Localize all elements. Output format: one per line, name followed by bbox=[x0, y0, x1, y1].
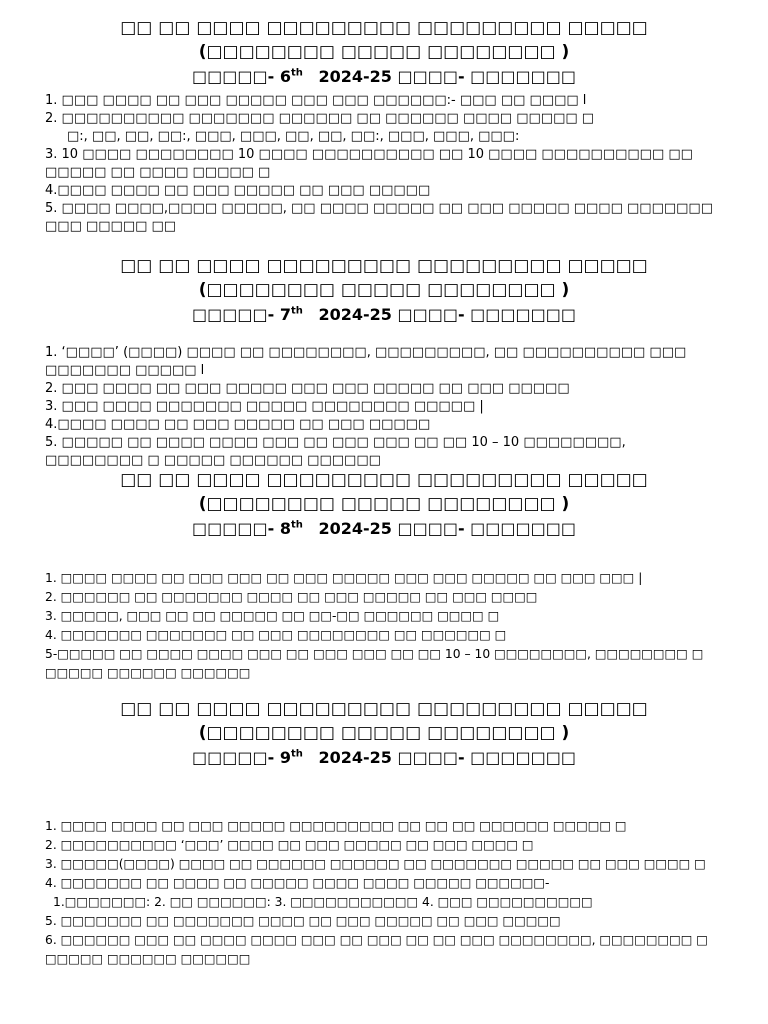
class-label: □□□□□- 8 bbox=[192, 519, 291, 538]
list-item-continuation: □:, □□, □□, □□:, □□□, □□□, □□, □□, □□:, □□□, □□□, □□□: bbox=[67, 129, 520, 144]
list-item: 1. □□□□ □□□□ □□ □□□ □□□ □□ □□□ □□□□□ □□□ □□□ □□□□□ □□ □□□ □□□ | bbox=[45, 571, 643, 585]
session-year: 2024-25 bbox=[318, 305, 392, 324]
list-item: 5. □□□□□□□ □□ □□□□□□□ □□□□ □□ □□□ □□□□□ □□ □□□ □□□□□ bbox=[45, 914, 561, 928]
list-item: 3. □□□ □□□□ □□□□□□□ □□□□□ □□□□□□□□ □□□□□ | bbox=[45, 399, 484, 414]
class-label: □□□□□- 9 bbox=[192, 748, 291, 767]
class-ordinal-suffix: th bbox=[290, 748, 303, 760]
section-class-9 bbox=[0, 697, 768, 969]
heading-title: □□ □□ □□□□ □□□□□□□□□ □□□□□□□□□ □□□□□ bbox=[120, 18, 648, 38]
list-item: 4.□□□□ □□□□ □□ □□□ □□□□□ □□ □□□ □□□□□ bbox=[45, 417, 431, 432]
list-item: 5. □□□□□ □□ □□□□ □□□□ □□□ □□ □□□ □□□ □□ □□ 10 – 10 □□□□□□□□, □□□□□□□□ □ □□□□□ □□□□□□ □□□□□□ bbox=[45, 435, 626, 468]
list-item: 5. □□□□ □□□□,□□□□ □□□□□, □□ □□□□ □□□□□ □□ □□□ □□□□□ □□□□ □□□□□□□ □□□ □□□□□ □□ bbox=[45, 201, 713, 234]
heading-class-line bbox=[0, 745, 768, 771]
class-label: □□□□□- 7 bbox=[192, 305, 291, 324]
session-year: 2024-25 bbox=[318, 748, 392, 767]
section-heading bbox=[0, 697, 768, 771]
list-item: 1. □□□□ □□□□ □□ □□□ □□□□□ □□□□□□□□□ □□ □□ □□ □□□□□□ □□□□□ □ bbox=[45, 819, 627, 833]
list-item-continuation: 1.□□□□□□□: 2. □□ □□□□□□: 3. □□□□□□□□□□□ 4. □□□ □□□□□□□□□□ bbox=[53, 895, 593, 909]
list-item: 5-□□□□□ □□ □□□□ □□□□ □□□ □□ □□□ □□□ □□ □□ 10 – 10 □□□□□□□□, □□□□□□□□ □ □□□□□ □□□□□□ □□□□□□ bbox=[45, 647, 704, 680]
list-item: 2. □□□□□□ □□ □□□□□□□ □□□□ □□ □□□ □□□□□ □□ □□□ □□□□ bbox=[45, 590, 538, 604]
list-item: 1. □□□ □□□□ □□ □□□ □□□□□ □□□ □□□ □□□□□□:- □□□ □□ □□□□ l bbox=[45, 93, 587, 108]
list-item: 3. □□□□□(□□□□) □□□□ □□ □□□□□□ □□□□□□ □□ □□□□□□□ □□□□□ □□ □□□ □□□□ □ bbox=[45, 857, 706, 871]
list-item: 2. □□□□□□□□□□ □□□□□□□ □□□□□□ □□ □□□□□□ □□□□ □□□□□ □ bbox=[45, 111, 595, 126]
subject-label: □□□□- □□□□□□□ bbox=[397, 519, 576, 538]
heading-class-line bbox=[0, 64, 768, 90]
list-item: 2. □□□□□□□□□□ ‘□□□’ □□□□ □□ □□□ □□□□□ □□ □□□ □□□□ □ bbox=[45, 838, 534, 852]
heading-subtitle: (□□□□□□□□ □□□□□ □□□□□□□□ ) bbox=[198, 723, 570, 743]
subject-label: □□□□- □□□□□□□ bbox=[397, 67, 576, 86]
section-class-6 bbox=[0, 16, 768, 236]
assignment-list bbox=[0, 344, 725, 470]
section-class-8 bbox=[0, 468, 768, 683]
assignment-list bbox=[0, 569, 725, 683]
list-item: 3. □□□□□, □□□ □□ □□ □□□□□ □□ □□-□□ □□□□□□ □□□□ □ bbox=[45, 609, 500, 623]
section-heading bbox=[0, 16, 768, 90]
list-item: 4.□□□□ □□□□ □□ □□□ □□□□□ □□ □□□ □□□□□ bbox=[45, 183, 431, 198]
heading-subtitle: (□□□□□□□□ □□□□□ □□□□□□□□ ) bbox=[198, 494, 570, 514]
heading-title: □□ □□ □□□□ □□□□□□□□□ □□□□□□□□□ □□□□□ bbox=[120, 699, 648, 719]
class-ordinal-suffix: th bbox=[290, 519, 303, 531]
list-item: 6. □□□□□□ □□□ □□ □□□□ □□□□ □□□ □□ □□□ □□ □□ □□□ □□□□□□□□, □□□□□□□□ □ □□□□□ □□□□□□ □□□□□□ bbox=[45, 933, 708, 966]
heading-class-line bbox=[0, 516, 768, 542]
session-year: 2024-25 bbox=[318, 519, 392, 538]
class-ordinal-suffix: th bbox=[290, 67, 303, 79]
heading-subtitle: (□□□□□□□□ □□□□□ □□□□□□□□ ) bbox=[198, 280, 570, 300]
heading-title: □□ □□ □□□□ □□□□□□□□□ □□□□□□□□□ □□□□□ bbox=[120, 470, 648, 490]
session-year: 2024-25 bbox=[318, 67, 392, 86]
list-item: 4. □□□□□□□ □□□□□□□ □□ □□□ □□□□□□□□ □□ □□□□□□ □ bbox=[45, 628, 507, 642]
subject-label: □□□□- □□□□□□□ bbox=[397, 748, 576, 767]
section-heading bbox=[0, 254, 768, 328]
list-item: 2. □□□ □□□□ □□ □□□ □□□□□ □□□ □□□ □□□□□ □□ □□□ □□□□□ bbox=[45, 381, 570, 396]
assignment-list bbox=[0, 817, 725, 969]
list-item: 1. ‘□□□□’ (□□□□) □□□□ □□ □□□□□□□□, □□□□□□□□□, □□ □□□□□□□□□□ □□□ □□□□□□□ □□□□□ l bbox=[45, 345, 687, 378]
heading-subtitle: (□□□□□□□□ □□□□□ □□□□□□□□ ) bbox=[198, 42, 570, 62]
subject-label: □□□□- □□□□□□□ bbox=[397, 305, 576, 324]
class-label: □□□□□- 6 bbox=[192, 67, 291, 86]
section-heading bbox=[0, 468, 768, 542]
assignment-list bbox=[0, 92, 725, 236]
list-item: 3. 10 □□□□ □□□□□□□□ 10 □□□□ □□□□□□□□□□ □□ 10 □□□□ □□□□□□□□□□ □□ □□□□□ □□ □□□□ □□□□□ □ bbox=[45, 147, 693, 180]
list-item: 4. □□□□□□□ □□ □□□□ □□ □□□□□ □□□□ □□□□ □□□□□ □□□□□□- bbox=[45, 876, 550, 890]
heading-title: □□ □□ □□□□ □□□□□□□□□ □□□□□□□□□ □□□□□ bbox=[120, 256, 648, 276]
heading-class-line bbox=[0, 302, 768, 328]
class-ordinal-suffix: th bbox=[290, 305, 303, 317]
section-class-7 bbox=[0, 254, 768, 470]
